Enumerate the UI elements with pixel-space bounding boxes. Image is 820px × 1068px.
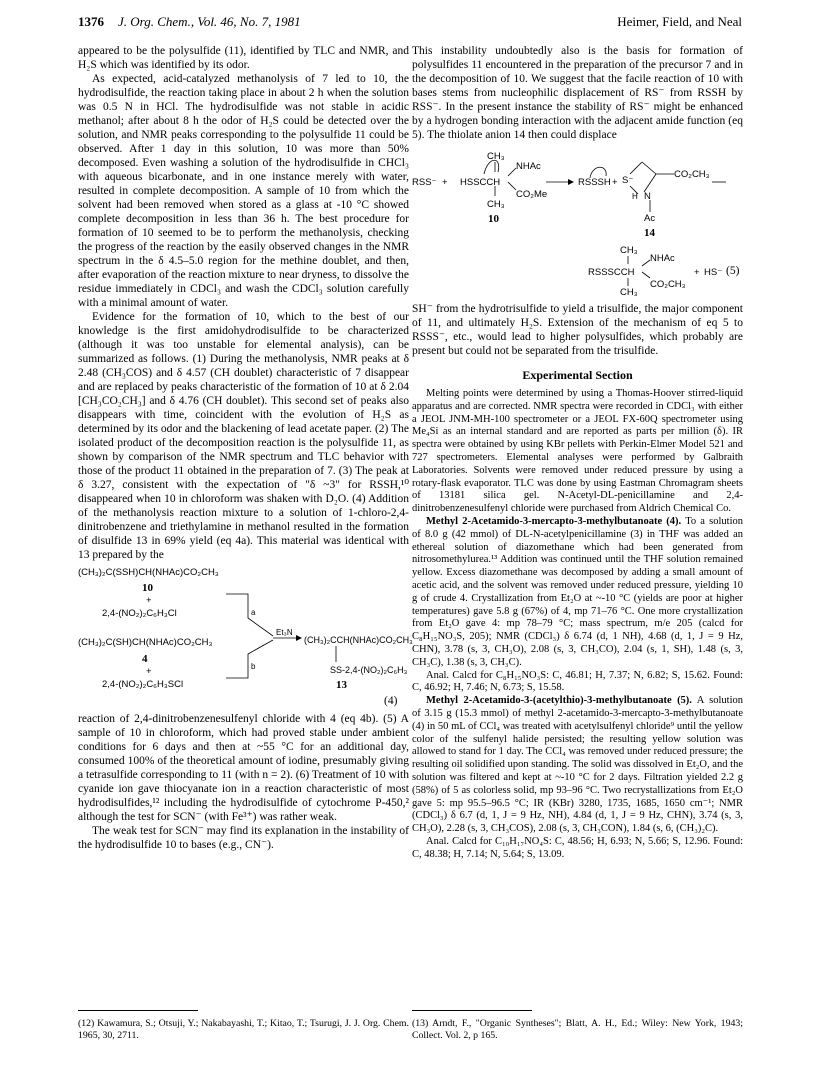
right-column	[412, 44, 743, 861]
running-header	[78, 14, 742, 34]
eq4-path-a-label: a	[251, 608, 256, 617]
eq5-methyl-top: CH₃	[487, 151, 505, 162]
experimental-paragraph	[412, 516, 743, 670]
eq5-rss-anion: RSS⁻	[412, 177, 437, 188]
eq4-reagent: Et₃N	[276, 628, 293, 637]
eq4-compound-4: 4	[142, 653, 148, 665]
eq5-methyl-bottom: CH₃	[487, 199, 505, 210]
paragraph: Anal. Calcd for C₈H₁₅NO₃S: C, 46.81; H, 7.37; N, 6.82; S, 15.62. Found: C, 46.92; H, 7.46; N, 6.73; S, 15.58.	[412, 669, 743, 694]
eq5-plus: +	[694, 267, 700, 278]
footnote-rule	[78, 1010, 198, 1011]
paragraph: reaction of 2,4-dinitrobenzenesulfenyl chloride with 4 (eq 4b). (5) A sample of 10 in chloroform, which had proved stable under ambient conditions for 6 days and then at ~55 °C for an additional day, consumed 100% of the theoretical amount of iodine, presumably giving a tetrasulfide corresponding to 11 (with n = 2). (6) Treatment of 10 with cyanide ion gave thiocyanate ion in a reaction characteristic of most hydrodisulfides,¹² including the hydrodisulfide of cytochrome P-450,² although the test for SCN⁻ (with Fe³⁺) was rather weak.	[78, 713, 409, 823]
left-column	[78, 44, 413, 852]
journal-citation: J. Org. Chem., Vol. 46, No. 7, 1981	[118, 14, 301, 29]
section-heading: Experimental Section	[522, 368, 633, 382]
compound-heading: Methyl 2-Acetamido-3-(acetylthio)-3-methylbutanoate (5).	[426, 695, 692, 707]
paragraph: As expected, acid-catalyzed methanolysis of 7 led to 10, the hydrodisulfide, the reaction taking place in about 2 h when the solution was 0.5 N in HCl. The hydrodisulfide was not stable in acidic methanol; after about 8 h the odor of H₂S could be detected over the solution, and NMR peaks corresponding to the polysulfide 11 could be observed. After 1 day in this solution, 10 was more than 50% decomposed. Even washing a solution of the hydrodisulfide in CHCl₃ with aqueous bicarbonate, and in one instance merely with water, resulted in complete decomposition. A sample of 10 from which the solvent had been removed when stored as a glass at -10 °C showed complete decomposition in less than 36 h. The best procedure for formation of 10 seemed to be to perform the methanolysis, checking the progress of the reaction by the easily observed changes in the NMR spectrum in the δ 4.5–5.0 region for the methine doublet, and then, after evaporation of the reaction mixture to near dryness, to dissolve the residue immediately in CDCl₃ and wash the CDCl₃ solution carefully with a minimal amount of water.	[78, 73, 409, 309]
eq5-acetyl: Ac	[644, 213, 656, 224]
paragraph-text: To a solution of 8.0 g (42 mmol) of DL-N-acetylpenicillamine (3) in THF was added an ethereal solution of diazomethane which had been generated from nitrosomethylurea.¹³ Addition was continued until the THF solution remained yellow. Excess diazomethane was decomposed by adding a small amount of acetic acid, and the solvent was removed under reduced pressure, yielding 10 g of crude 4. Crystallization from Et₂O at ~-10 °C (yields are poor at higher temperatures) gave 5.8 g (67%) of 4, mp 71–76 °C. One more crystallization from Et₂O gave 4: mp 78–79 °C; mass spectrum, m/e 205 (calcd for C₈H₁₅NO₃S, 205); NMR (CDCl₃) δ 6.74 (d, 1 NH), 4.68 (d, 1, J = 9 Hz, CHN), 3.78 (s, 3, CH₃O), 2.08 (s, 3, CH₃CO), 2.04 (s, 1, SH), 1.48 (s, 3, CH₃C), 1.38 (s, 3, CH₃C).	[412, 515, 743, 668]
eq4-reactant-10-formula: (CH₃)₂C(SSH)CH(NHAc)CO₂CH₃	[78, 567, 219, 578]
paragraph: Melting points were determined by using a Thomas-Hoover stirred-liquid apparatus and are corrected. NMR spectra were recorded in CDCl₃ with either a JEOL JNM-MH-100 spectrometer or a JEOL FX-60Q spectrometer using Me₄Si as an internal standard and are reported as parts per million (δ). IR spectra were obtained by using KBr pellets with Perkin-Elmer Model 521 and 727 spectrometers. Elemental analyses were performed by Galbraith Laboratories. Solvents were removed under reduced pressure by using a rotary-flask evaporator. TLC was done by using Eastman Chromagram sheets of 13181 silica gel. N-Acetyl-DL-penicillamine and 2,4-dinitrobenzenesulfenyl chloride were purchased from Aldrich Chemical Co.	[412, 388, 743, 515]
eq5-hydrogen: H	[632, 192, 638, 201]
eq5-co2me: CO₂Me	[516, 189, 548, 200]
eq5-nhac-2: NHAc	[650, 253, 675, 264]
eq5-hssc-fragment: HSSCCH	[460, 177, 501, 188]
eq5-plus: +	[612, 177, 618, 188]
eq5-rsssh: RSSSH	[578, 177, 611, 188]
eq4-dinitrochlorobenzene: 2,4-(NO₂)₂C₆H₃Cl	[102, 608, 177, 619]
paragraph-text: A solution of 3.15 g (15.3 mmol) of methyl 2-acetamido-3-mercapto-3-methylbutanoate (4) in 50 mL of CCl₄ was treated with acetylsulfenyl chloride⁹ until the yellow color of the sulfenyl halide persisted; the resulting yellow solution was allowed to stand for 1 day. The CCl₄ was removed under reduced pressure; the resulting oil solidified upon standing. The solid was dissolved in Et₂O, and the solution was filtered and kept at ~-10 °C for 2 days. Filtration yielded 2.2 g (58%) of 5 as colorless solid, mp 93–96 °C. Two recrystallizations from Et₂O gave 5: mp 95.5–96.5 °C; IR (KBr) 3280, 1735, 1685, 1650 cm⁻¹; NMR (CDCl₃) δ 6.7 (d, 1, J = 9 Hz, NH), 4.84 (d, 1, J = 9 Hz, CHN), 3.74 (s, 3, CH₃O), 2.28 (s, 3, CH₃COS), 2.08 (s, 3, CH₃CON), 1.84 (s, 6, (CH₃)₂C).	[412, 695, 744, 835]
eq5-plus: +	[442, 177, 448, 188]
eq5-nitrogen: N	[644, 191, 651, 202]
paragraph: SH⁻ from the hydrotrisulfide to yield a trisulfide, the major component of 11, and ultimately H₂S. Extension of the mechanism of eq 5 to RSSS⁻, etc., would lead to higher polysulfides, which probably are present but could not be separated from the trisulfide.	[412, 303, 743, 357]
paragraph: Evidence for the formation of 10, which to the best of our knowledge is the first amidohydrodisulfide to be characterized (although it was too unstable for elemental analysis), can be summarized as follows. (1) During the methanolysis, NMR peaks at δ 2.48 (CH₃COS) and δ 4.57 (CH doublet) characteristic of 7 disappear and are replaced by peaks characteristic of the formation of 10 at δ 2.04 [CH₃CO₂CH₃] and δ 4.76 (CH doublet). This second set of peaks also disappears with time, coincident with the evolution of H₂S as determined by its odor and the blackening of lead acetate paper. (2) The isolated product of the decomposition reaction is the polysulfide 11, as shown by comparison of the NMR spectrum and TLC behavior with those of the product 11 obtained in the preparation of 7. (3) The peak at δ 3.27, consistent with the expectation of "δ ~3" for RSSH,¹⁰ disappeared when 10 in chloroform was shaken with D₂O. (4) Addition of the methanolysis reaction mixture to a solution of 1-chloro-2,4-dinitrobenzene and triethylamine in methanol resulted in the formation of disulfide 13 in 69% yield (eq 4a). This material was identical with 13 prepared by the	[78, 311, 409, 561]
paragraph: This instability undoubtedly also is the basis for formation of polysulfides 11 encountered in the preparation of the precursor 7 and in the decomposition of 10. We suggest that the facile reaction of 10 with bases stems from nucleophilic displacement of RS⁻ from RSSH by RSS⁻. In the present instance the stability of RS⁻ might be enhanced by a hydrogen bonding interaction with the adjacent amide function (eq 5). The thiolate anion 14 then could displace	[412, 45, 743, 141]
eq5-co2ch3-2: CO₂CH₃	[650, 279, 686, 290]
footnote-12: (12) Kawamura, S.; Otsuji, Y.; Nakabayashi, T.; Kitao, T.; Tsurugi, J. J. Org. Chem. 1965, 30, 2711.	[78, 1018, 409, 1041]
eq4-product-13-formula: (CH₃)₂CCH(NHAc)CO₂CH₃	[304, 635, 413, 645]
running-authors: Heimer, Field, and Neal	[617, 14, 742, 29]
eq5-rssscch: RSSSCCH	[588, 267, 635, 278]
experimental-paragraph	[412, 695, 743, 836]
equation-5	[412, 146, 743, 302]
eq5-thiolate-s: S⁻	[622, 175, 634, 186]
paragraph: The weak test for SCN⁻ may find its explanation in the instability of the hydrodisulfide 10 to bases (e.g., CN⁻).	[78, 825, 409, 851]
eq4-plus: +	[146, 595, 152, 606]
compound-heading: Methyl 2-Acetamido-3-mercapto-3-methylbutanoate (4).	[426, 515, 682, 527]
eq4-product-13-substituent: SS-2,4-(NO₂)₂C₆H₃	[330, 665, 408, 675]
page-number: 1376	[78, 14, 104, 29]
equation-number-5: (5)	[726, 265, 740, 277]
eq5-compound-10: 10	[488, 213, 499, 225]
eq4-path-b-label: b	[251, 662, 256, 671]
paragraph: appeared to be the polysulfide (11), identified by TLC and NMR, and H₂S which was identified by its odor.	[78, 45, 409, 71]
eq4-plus: +	[146, 666, 152, 677]
eq4-reactant-4-formula: (CH₃)₂C(SH)CH(NHAc)CO₂CH₃	[78, 637, 213, 648]
eq4-sulfenyl-chloride: 2,4-(NO₂)₂C₆H₃SCl	[102, 679, 184, 690]
equation-4	[78, 564, 413, 712]
eq5-nhac: NHAc	[516, 161, 541, 172]
eq5-compound-14: 14	[644, 227, 655, 239]
eq5-methyl-3: CH₃	[620, 245, 638, 256]
paragraph: Anal. Calcd for C₁₀H₁₇NO₄S: C, 48.56; H, 6.93; N, 5.66; S, 12.96. Found: C, 48.38; H, 7.14; N, 5.64; S, 13.09.	[412, 835, 743, 860]
eq4-compound-13: 13	[336, 679, 347, 691]
eq5-methyl-4: CH₃	[620, 287, 638, 298]
footnote-13: (13) Arndt, F., "Organic Syntheses"; Blatt, A. H., Ed.; Wiley: New York, 1943; Collect. Vol. 2, p 165.	[412, 1018, 743, 1041]
equation-number-4: (4)	[384, 695, 398, 707]
footnote-rule	[412, 1010, 532, 1011]
eq5-co2ch3: CO₂CH₃	[674, 169, 710, 180]
eq5-hs-anion: HS⁻	[704, 267, 723, 278]
eq4-compound-10: 10	[142, 582, 153, 594]
